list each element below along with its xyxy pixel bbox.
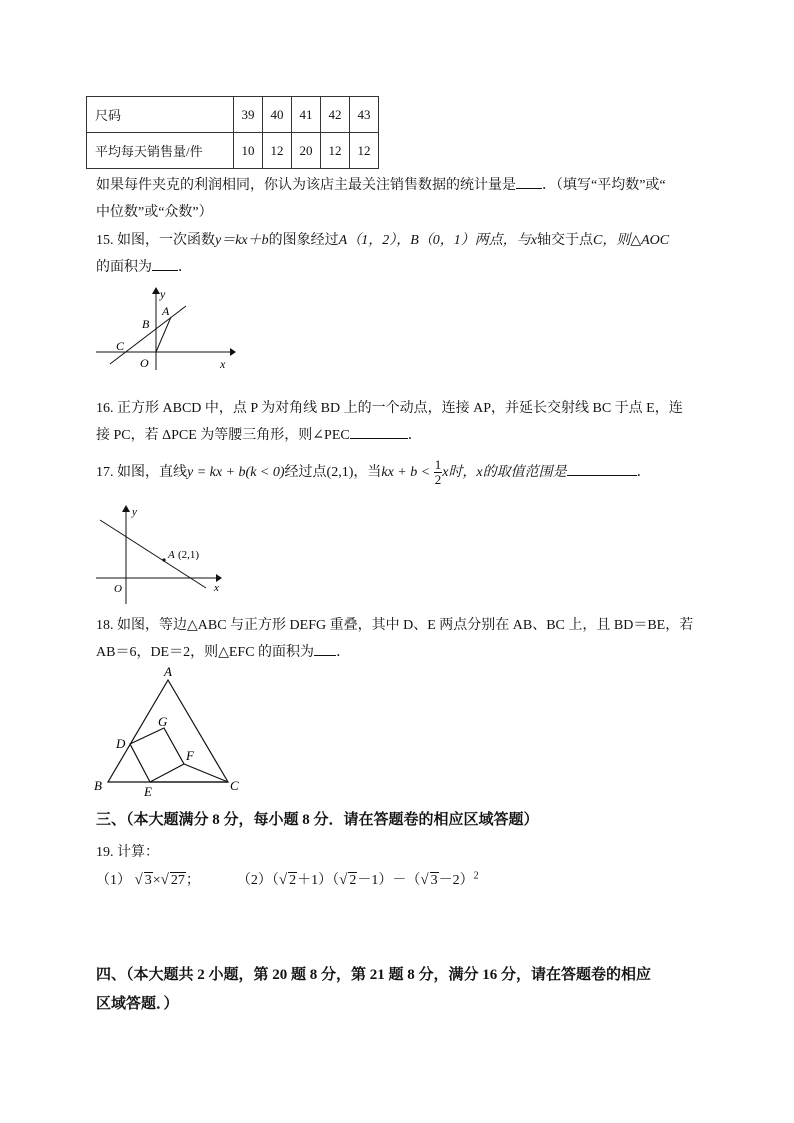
vertex-a-label: A bbox=[164, 664, 172, 679]
radicand: 2 bbox=[349, 873, 357, 888]
q17-figure bbox=[92, 502, 232, 606]
q19-part2-text: ＋1）（ bbox=[297, 873, 340, 888]
answer-blank bbox=[314, 643, 336, 656]
section-four-heading-line2: 区域答题．） bbox=[96, 996, 179, 1012]
q15-x: x bbox=[530, 233, 537, 248]
table-cell: 10 bbox=[234, 133, 263, 169]
table-cell: 43 bbox=[350, 97, 379, 133]
answer-blank bbox=[152, 258, 178, 271]
q15-period: ． bbox=[178, 260, 192, 275]
q14-line2: 中位数”或“众数”） bbox=[96, 205, 213, 220]
q19-title: 19. 计算： bbox=[96, 845, 159, 860]
point-a-label: A bbox=[162, 304, 170, 318]
axis-x-label: x bbox=[220, 357, 226, 371]
answer-blank bbox=[516, 176, 542, 189]
q17-fraction bbox=[434, 458, 443, 487]
q17-ineq-left: kx + b < bbox=[381, 465, 431, 480]
q15-line1 bbox=[96, 229, 669, 249]
table-row bbox=[87, 97, 379, 133]
size-sales-table bbox=[86, 96, 379, 169]
sqrt-icon: √ bbox=[420, 872, 429, 888]
table-row bbox=[87, 133, 379, 169]
radicand: 2 bbox=[289, 873, 297, 888]
table-cell: 39 bbox=[234, 97, 263, 133]
vertex-e-label: E bbox=[144, 784, 152, 798]
table-cell: 12 bbox=[263, 133, 292, 169]
q18-text: AB＝6，DE＝2，则△EFC 的面积为 bbox=[96, 645, 315, 660]
q16-line2 bbox=[96, 424, 422, 444]
q15-line2 bbox=[96, 256, 192, 276]
section-four-heading-line1: 四、（本大题共 2 小题，第 20 题 8 分，第 21 题 8 分，满分 16 分，请在答题卷的相应 bbox=[96, 967, 652, 983]
q19-part2-label: （2）（ bbox=[236, 873, 279, 888]
q16-line1: 16. 正方形 ABCD 中，点 P 为对角线 BD 上的一个动点，连接 AP，并延长交射线 BC 于点 E，连 bbox=[96, 401, 683, 416]
q17-point: (2,1) bbox=[326, 465, 354, 480]
point-b-label: B bbox=[142, 317, 150, 331]
table-cell: 12 bbox=[321, 133, 350, 169]
point-c-label: C bbox=[116, 339, 125, 353]
q16-text: 接 PC，若 ΔPCE 为等腰三角形，则∠PEC bbox=[96, 428, 350, 443]
sqrt-icon: √ bbox=[134, 872, 143, 888]
q17-line1 bbox=[96, 458, 651, 488]
q18-figure bbox=[90, 662, 250, 798]
radicand: 3 bbox=[430, 873, 438, 888]
q17-mid: 经过点 bbox=[284, 465, 327, 480]
q14-text: 如果每件夹克的利润相同，你认为该店主最关注销售数据的统计量是 bbox=[96, 178, 516, 193]
point-a-coord: (2,1) bbox=[178, 549, 200, 561]
q19-part1-end: ； bbox=[185, 873, 200, 888]
q15-rest: 轴交于点 bbox=[537, 233, 593, 248]
q17-expr: y = kx + b(k < 0) bbox=[187, 465, 285, 480]
origin-label: O bbox=[140, 356, 149, 370]
sqrt-icon: √ bbox=[160, 872, 169, 888]
q17-period: ． bbox=[636, 465, 651, 480]
answer-blank bbox=[350, 426, 408, 439]
table-cell: 12 bbox=[350, 133, 379, 169]
fraction-denominator: 2 bbox=[434, 472, 442, 488]
axis-y-label: y bbox=[160, 287, 166, 301]
sqrt-icon: √ bbox=[339, 872, 348, 888]
fraction-numerator: 1 bbox=[434, 457, 442, 473]
table-cell: 20 bbox=[292, 133, 321, 169]
vertex-d-label: D bbox=[116, 736, 126, 751]
q19-part2-text: －1）－（ bbox=[357, 873, 421, 888]
q15-text: 的面积为 bbox=[96, 260, 152, 275]
q15-figure bbox=[92, 282, 242, 372]
q18-line2 bbox=[96, 641, 350, 661]
vertex-b-label: B bbox=[94, 778, 102, 793]
origin-label: O bbox=[114, 583, 122, 595]
table-cell: 42 bbox=[321, 97, 350, 133]
vertex-g-label: G bbox=[158, 714, 168, 729]
sqrt-icon: √ bbox=[278, 872, 288, 888]
exponent: 2 bbox=[473, 870, 479, 882]
q16-period: ． bbox=[407, 428, 422, 443]
radicand: 3 bbox=[144, 873, 152, 888]
vertex-f-label: F bbox=[186, 748, 194, 763]
q15-point-b: B（0，1）两点，与 bbox=[410, 233, 531, 248]
q17-tail: x的取值范围是 bbox=[476, 465, 567, 480]
q18-period: ． bbox=[336, 645, 351, 660]
point-a-label: A bbox=[168, 549, 175, 561]
table-cell: 41 bbox=[292, 97, 321, 133]
q14-tail: ．（填写“平均数”或“ bbox=[542, 178, 666, 193]
q15-point-a: A（1，2）， bbox=[338, 233, 411, 248]
q17-prefix: 17. 如图，直线 bbox=[96, 465, 187, 480]
section-three-heading: 三、（本大题满分 8 分，每小题 8 分．请在答题卷的相应区域答题） bbox=[96, 812, 539, 828]
q15-expr: y＝kx＋b bbox=[215, 233, 269, 248]
times-sign: × bbox=[152, 873, 161, 888]
table-cell: 40 bbox=[263, 97, 292, 133]
q15-point-c: C，则△AOC bbox=[593, 233, 670, 248]
q15-prefix: 15. 如图，一次函数 bbox=[96, 233, 215, 248]
vertex-c-label: C bbox=[230, 778, 239, 793]
q18-line1: 18. 如图，等边△ABC 与正方形 DEFG 重叠，其中 D、E 两点分别在 AB、BC 上，且 BD＝BE，若 bbox=[96, 618, 694, 633]
q19-parts bbox=[96, 869, 479, 889]
radicand: 27 bbox=[170, 873, 185, 888]
q14-line1 bbox=[96, 174, 666, 194]
axis-x-label: x bbox=[214, 582, 219, 594]
q19-part1-label: （1） bbox=[96, 873, 131, 888]
q17-ineq-right: x时， bbox=[442, 465, 477, 480]
q19-part2-text: －2） bbox=[438, 873, 474, 888]
table-cell: 平均每天销售量/件 bbox=[87, 133, 234, 169]
axis-y-label: y bbox=[132, 506, 137, 518]
q15-mid: 的图象经过 bbox=[268, 233, 339, 248]
q17-cond: ，当 bbox=[353, 465, 382, 480]
table-cell: 尺码 bbox=[87, 97, 234, 133]
answer-blank bbox=[567, 463, 637, 476]
